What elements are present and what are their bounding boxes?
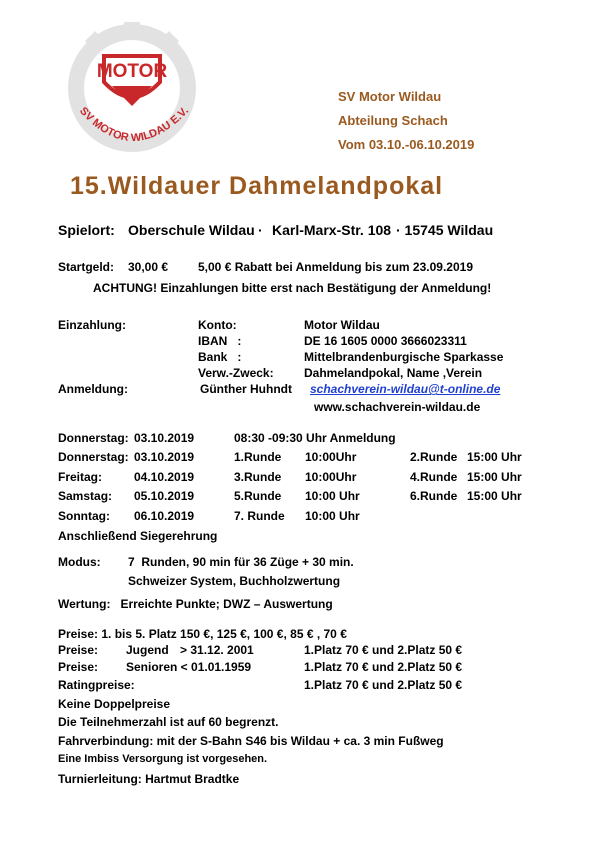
prize-amount: 1.Platz 70 € und 2.Platz 50 € (304, 643, 463, 657)
club-name: SV Motor Wildau (338, 89, 442, 104)
schedule-date: 03.10.2019 (134, 431, 195, 445)
payment-value: Mittelbrandenburgische Sparkasse (304, 350, 504, 364)
mode-time-control: 7 Runden, 90 min für 36 Züge + 30 min. (128, 555, 354, 569)
note-no-double-prizes: Keine Doppelpreise (58, 697, 171, 711)
prize-category: Jugend (126, 643, 169, 657)
schedule-round: 7. Runde (234, 509, 285, 523)
note-tournament-director: Turnierleitung: Hartmut Bradtke (58, 772, 240, 786)
schedule-day: Donnerstag: (58, 431, 129, 445)
schedule-date: 04.10.2019 (134, 470, 195, 484)
schedule-round: 6.Runde (410, 489, 458, 503)
schedule-round: 2.Runde (410, 450, 458, 464)
fee-amount: 30,00 € (128, 260, 169, 274)
event-dates: Vom 03.10.-06.10.2019 (338, 137, 475, 152)
payment-key: IBAN : (198, 334, 242, 348)
prize-label: Ratingpreise: (58, 678, 135, 692)
prize-label: Preise: (58, 643, 99, 657)
schedule-day: Sonntag: (58, 509, 110, 523)
schedule-time: 15:00 Uhr (467, 450, 522, 464)
note-travel: Fahrverbindung: mit der S-Bahn S46 bis Wildau + ca. 3 min Fußweg (58, 734, 444, 748)
mode-label: Modus: (58, 555, 101, 569)
venue-city: · 15745 Wildau (396, 222, 494, 238)
logo-arc-text: SV MOTOR WILDAU E.V. (77, 104, 192, 145)
venue-school: Oberschule Wildau (128, 222, 255, 238)
registration-website[interactable]: www.schachverein-wildau.de (314, 400, 481, 414)
note-participant-limit: Die Teilnehmerzahl ist auf 60 begrenzt. (58, 715, 279, 729)
schedule-time: 10:00Uhr (305, 470, 357, 484)
schedule-time: 10:00 Uhr (305, 489, 360, 503)
payment-key: Verw.-Zweck: (198, 366, 274, 380)
payment-value: Motor Wildau (304, 318, 380, 332)
payment-value: DE 16 1605 0000 3666023311 (304, 334, 467, 348)
rating-line: Wertung: Erreichte Punkte; DWZ – Auswertung (58, 597, 333, 611)
schedule-time: 15:00 Uhr (467, 489, 522, 503)
registration-email-link[interactable]: schachverein-wildau@t-online.de (310, 382, 501, 396)
prizes-main: Preise: 1. bis 5. Platz 150 €, 125 €, 100 €, 85 € , 70 € (58, 627, 347, 641)
venue-label: Spielort: (58, 222, 115, 238)
schedule-round: 4.Runde (410, 470, 458, 484)
fee-discount: 5,00 € Rabatt bei Anmeldung bis zum 23.09.2019 (198, 260, 473, 274)
club-logo (52, 20, 212, 160)
prize-category: Senioren < 01.01.1959 (126, 660, 252, 674)
payment-key: Konto: (198, 318, 237, 332)
schedule-time: 15:00 Uhr (467, 470, 522, 484)
page-title: 15.Wildauer Dahmelandpokal (70, 172, 444, 200)
prize-condition: > 31.12. 2001 (180, 643, 254, 657)
schedule-registration: 08:30 -09:30 Uhr Anmeldung (234, 431, 396, 445)
schedule-day: Samstag: (58, 489, 113, 503)
registration-label: Anmeldung: (58, 382, 128, 396)
schedule-round: 3.Runde (234, 470, 282, 484)
registration-person: Günther Huhndt (200, 382, 292, 396)
schedule-date: 05.10.2019 (134, 489, 195, 503)
ceremony-note: Anschließend Siegerehrung (58, 529, 218, 543)
payment-label: Einzahlung: (58, 318, 126, 332)
schedule-round: 5.Runde (234, 489, 282, 503)
fee-label: Startgeld: (58, 260, 115, 274)
payment-value: Dahmelandpokal, Name ,Verein (304, 366, 483, 380)
note-catering: Eine Imbiss Versorgung ist vorgesehen. (58, 753, 268, 765)
schedule-round: 1.Runde (234, 450, 282, 464)
venue-street: Karl-Marx-Str. 108 (272, 222, 392, 238)
fee-warning: ACHTUNG! Einzahlungen bitte erst nach Bestätigung der Anmeldung! (93, 281, 492, 295)
prize-amount: 1.Platz 70 € und 2.Platz 50 € (304, 678, 463, 692)
prize-amount: 1.Platz 70 € und 2.Platz 50 € (304, 660, 463, 674)
schedule-day: Donnerstag: (58, 450, 129, 464)
schedule-date: 06.10.2019 (134, 509, 195, 523)
department-name: Abteilung Schach (338, 113, 448, 128)
mode-system: Schweizer System, Buchholzwertung (128, 574, 341, 588)
venue-separator: · (258, 222, 263, 238)
schedule-time: 10:00 Uhr (305, 509, 360, 523)
schedule-time: 10:00Uhr (305, 450, 357, 464)
prize-label: Preise: (58, 660, 99, 674)
logo-word: MOTOR (96, 61, 168, 82)
schedule-date: 03.10.2019 (134, 450, 195, 464)
motor-emblem (97, 56, 168, 106)
schedule-day: Freitag: (58, 470, 103, 484)
payment-key: Bank : (198, 350, 242, 364)
